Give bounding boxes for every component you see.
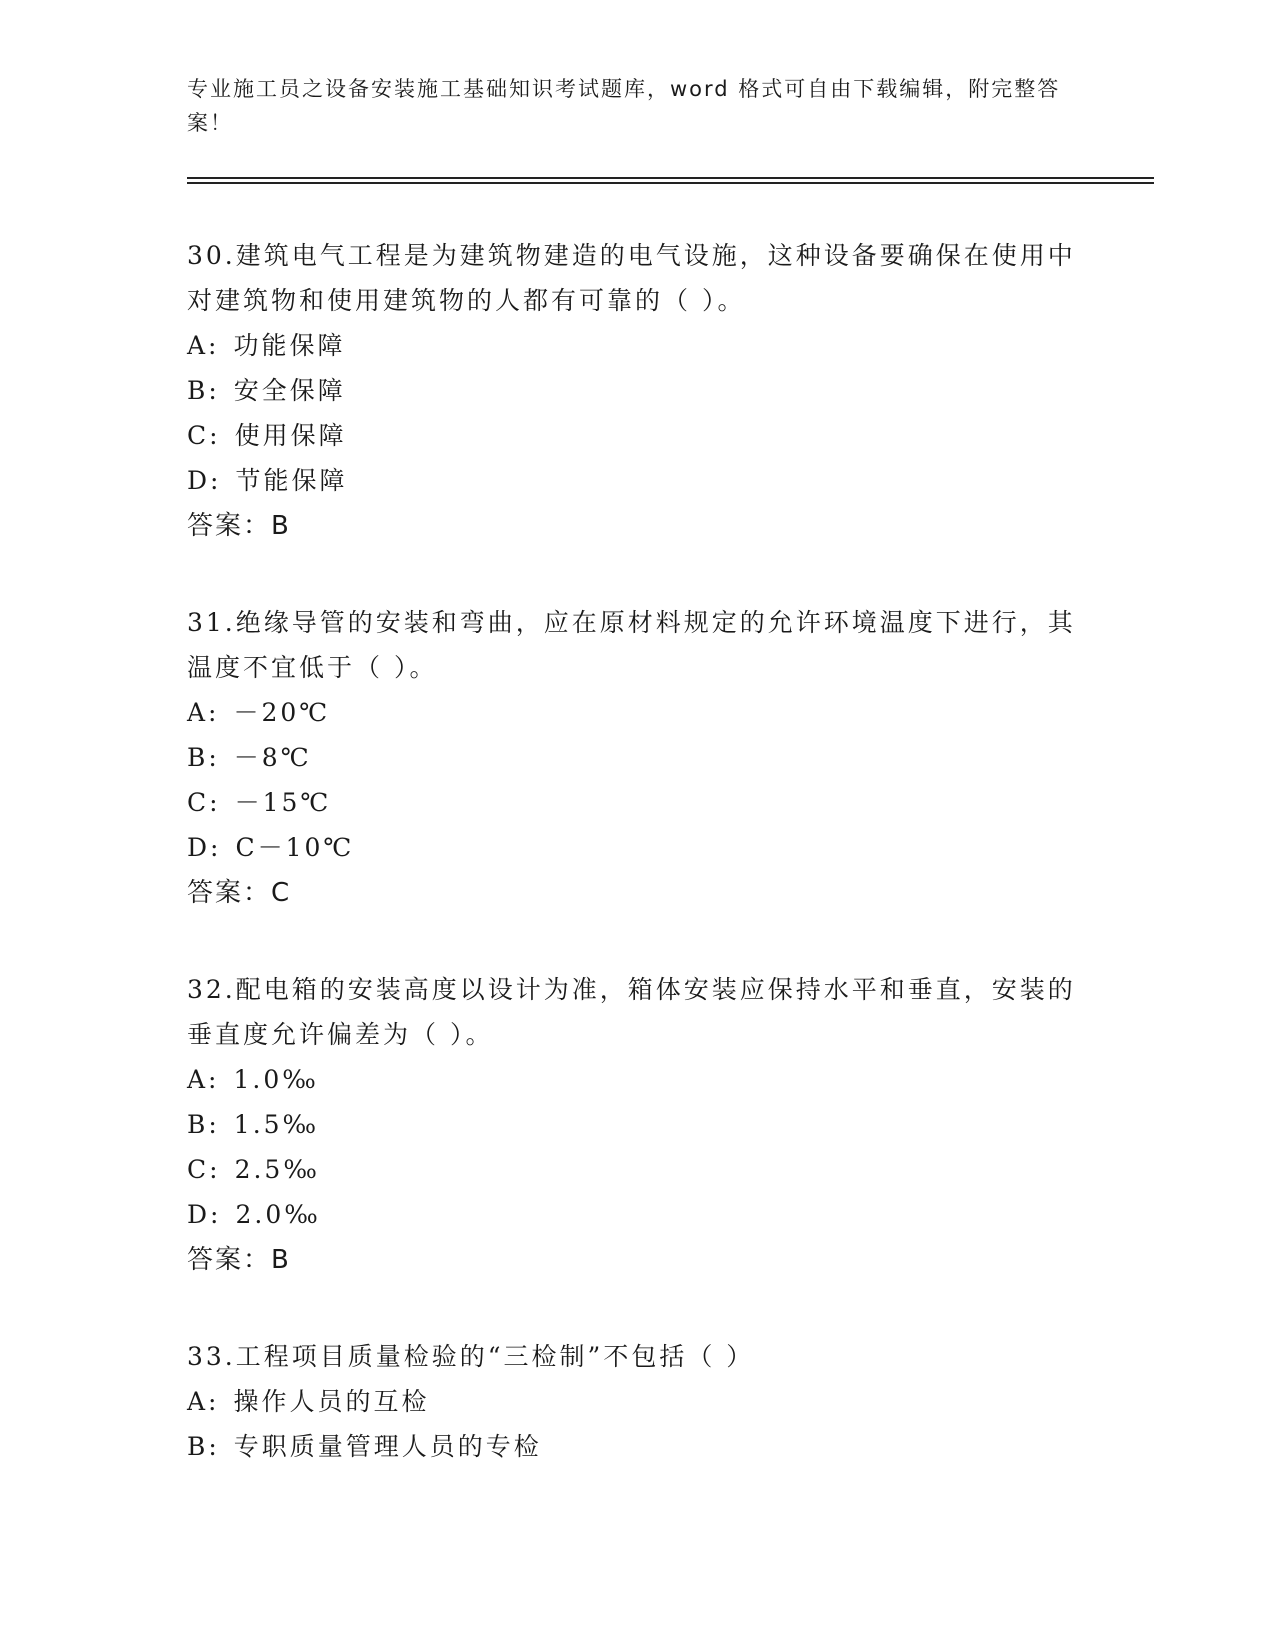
option-letter: C: <box>187 1155 221 1184</box>
option-d <box>187 458 1087 503</box>
option-text: C－10℃ <box>235 833 355 862</box>
option-b <box>187 368 1087 413</box>
option-letter: B: <box>187 1432 220 1461</box>
option-letter: D: <box>187 833 222 862</box>
option-b <box>187 1102 1087 1147</box>
option-text: 1.5‰ <box>233 1110 320 1139</box>
option-text: 使用保障 <box>234 421 347 450</box>
document-header: 专业施工员之设备安装施工基础知识考试题库，word 格式可自由下载编辑，附完整答案！ <box>187 77 1061 135</box>
option-letter: A: <box>187 1065 220 1094</box>
question-33 <box>187 1334 1087 1469</box>
question-list <box>187 233 1087 1519</box>
option-text: 2.5‰ <box>234 1155 320 1184</box>
question-31 <box>187 600 1087 917</box>
option-d <box>187 825 1087 870</box>
option-letter: B: <box>187 1110 220 1139</box>
option-c <box>187 1147 1087 1192</box>
option-text: 专职质量管理人员的专检 <box>233 1432 542 1461</box>
option-text: 节能保障 <box>235 466 348 495</box>
option-c <box>187 413 1087 458</box>
option-b <box>187 735 1087 780</box>
option-text: －15℃ <box>234 788 332 817</box>
question-stem: 30.建筑电气工程是为建筑物建造的电气设施，这种设备要确保在使用中对建筑物和使用建筑物的人都有可靠的（ ）。 <box>187 241 1076 315</box>
question-stem: 31.绝缘导管的安装和弯曲，应在原材料规定的允许环境温度下进行，其温度不宜低于（ ）。 <box>187 608 1076 682</box>
option-letter: C: <box>187 788 221 817</box>
option-letter: B: <box>187 376 220 405</box>
option-text: 功能保障 <box>233 331 346 360</box>
option-a <box>187 1057 1087 1102</box>
answer-line: 答案：C <box>187 878 292 908</box>
option-a <box>187 1379 1087 1424</box>
option-text: 操作人员的互检 <box>233 1387 430 1416</box>
question-32 <box>187 967 1087 1284</box>
option-letter: A: <box>187 331 220 360</box>
option-text: 2.0‰ <box>235 1200 321 1229</box>
answer-line: 答案：B <box>187 511 291 541</box>
header-divider-bottom <box>187 182 1154 184</box>
option-text: 安全保障 <box>233 376 346 405</box>
option-text: －20℃ <box>233 698 331 727</box>
option-text: －8℃ <box>233 743 312 772</box>
header-divider-top <box>187 177 1154 179</box>
question-stem: 33.工程项目质量检验的“三检制”不包括（ ） <box>187 1342 755 1371</box>
option-letter: A: <box>187 1387 220 1416</box>
option-letter: A: <box>187 698 220 727</box>
option-letter: C: <box>187 421 221 450</box>
answer-line: 答案：B <box>187 1245 291 1275</box>
option-text: 1.0‰ <box>233 1065 319 1094</box>
option-letter: B: <box>187 743 220 772</box>
option-letter: D: <box>187 466 222 495</box>
question-30 <box>187 233 1087 550</box>
question-stem: 32.配电箱的安装高度以设计为准，箱体安装应保持水平和垂直，安装的垂直度允许偏差为（ ）。 <box>187 975 1076 1049</box>
option-a <box>187 690 1087 735</box>
option-c <box>187 780 1087 825</box>
option-b <box>187 1424 1087 1469</box>
option-d <box>187 1192 1087 1237</box>
option-a <box>187 323 1087 368</box>
option-letter: D: <box>187 1200 222 1229</box>
